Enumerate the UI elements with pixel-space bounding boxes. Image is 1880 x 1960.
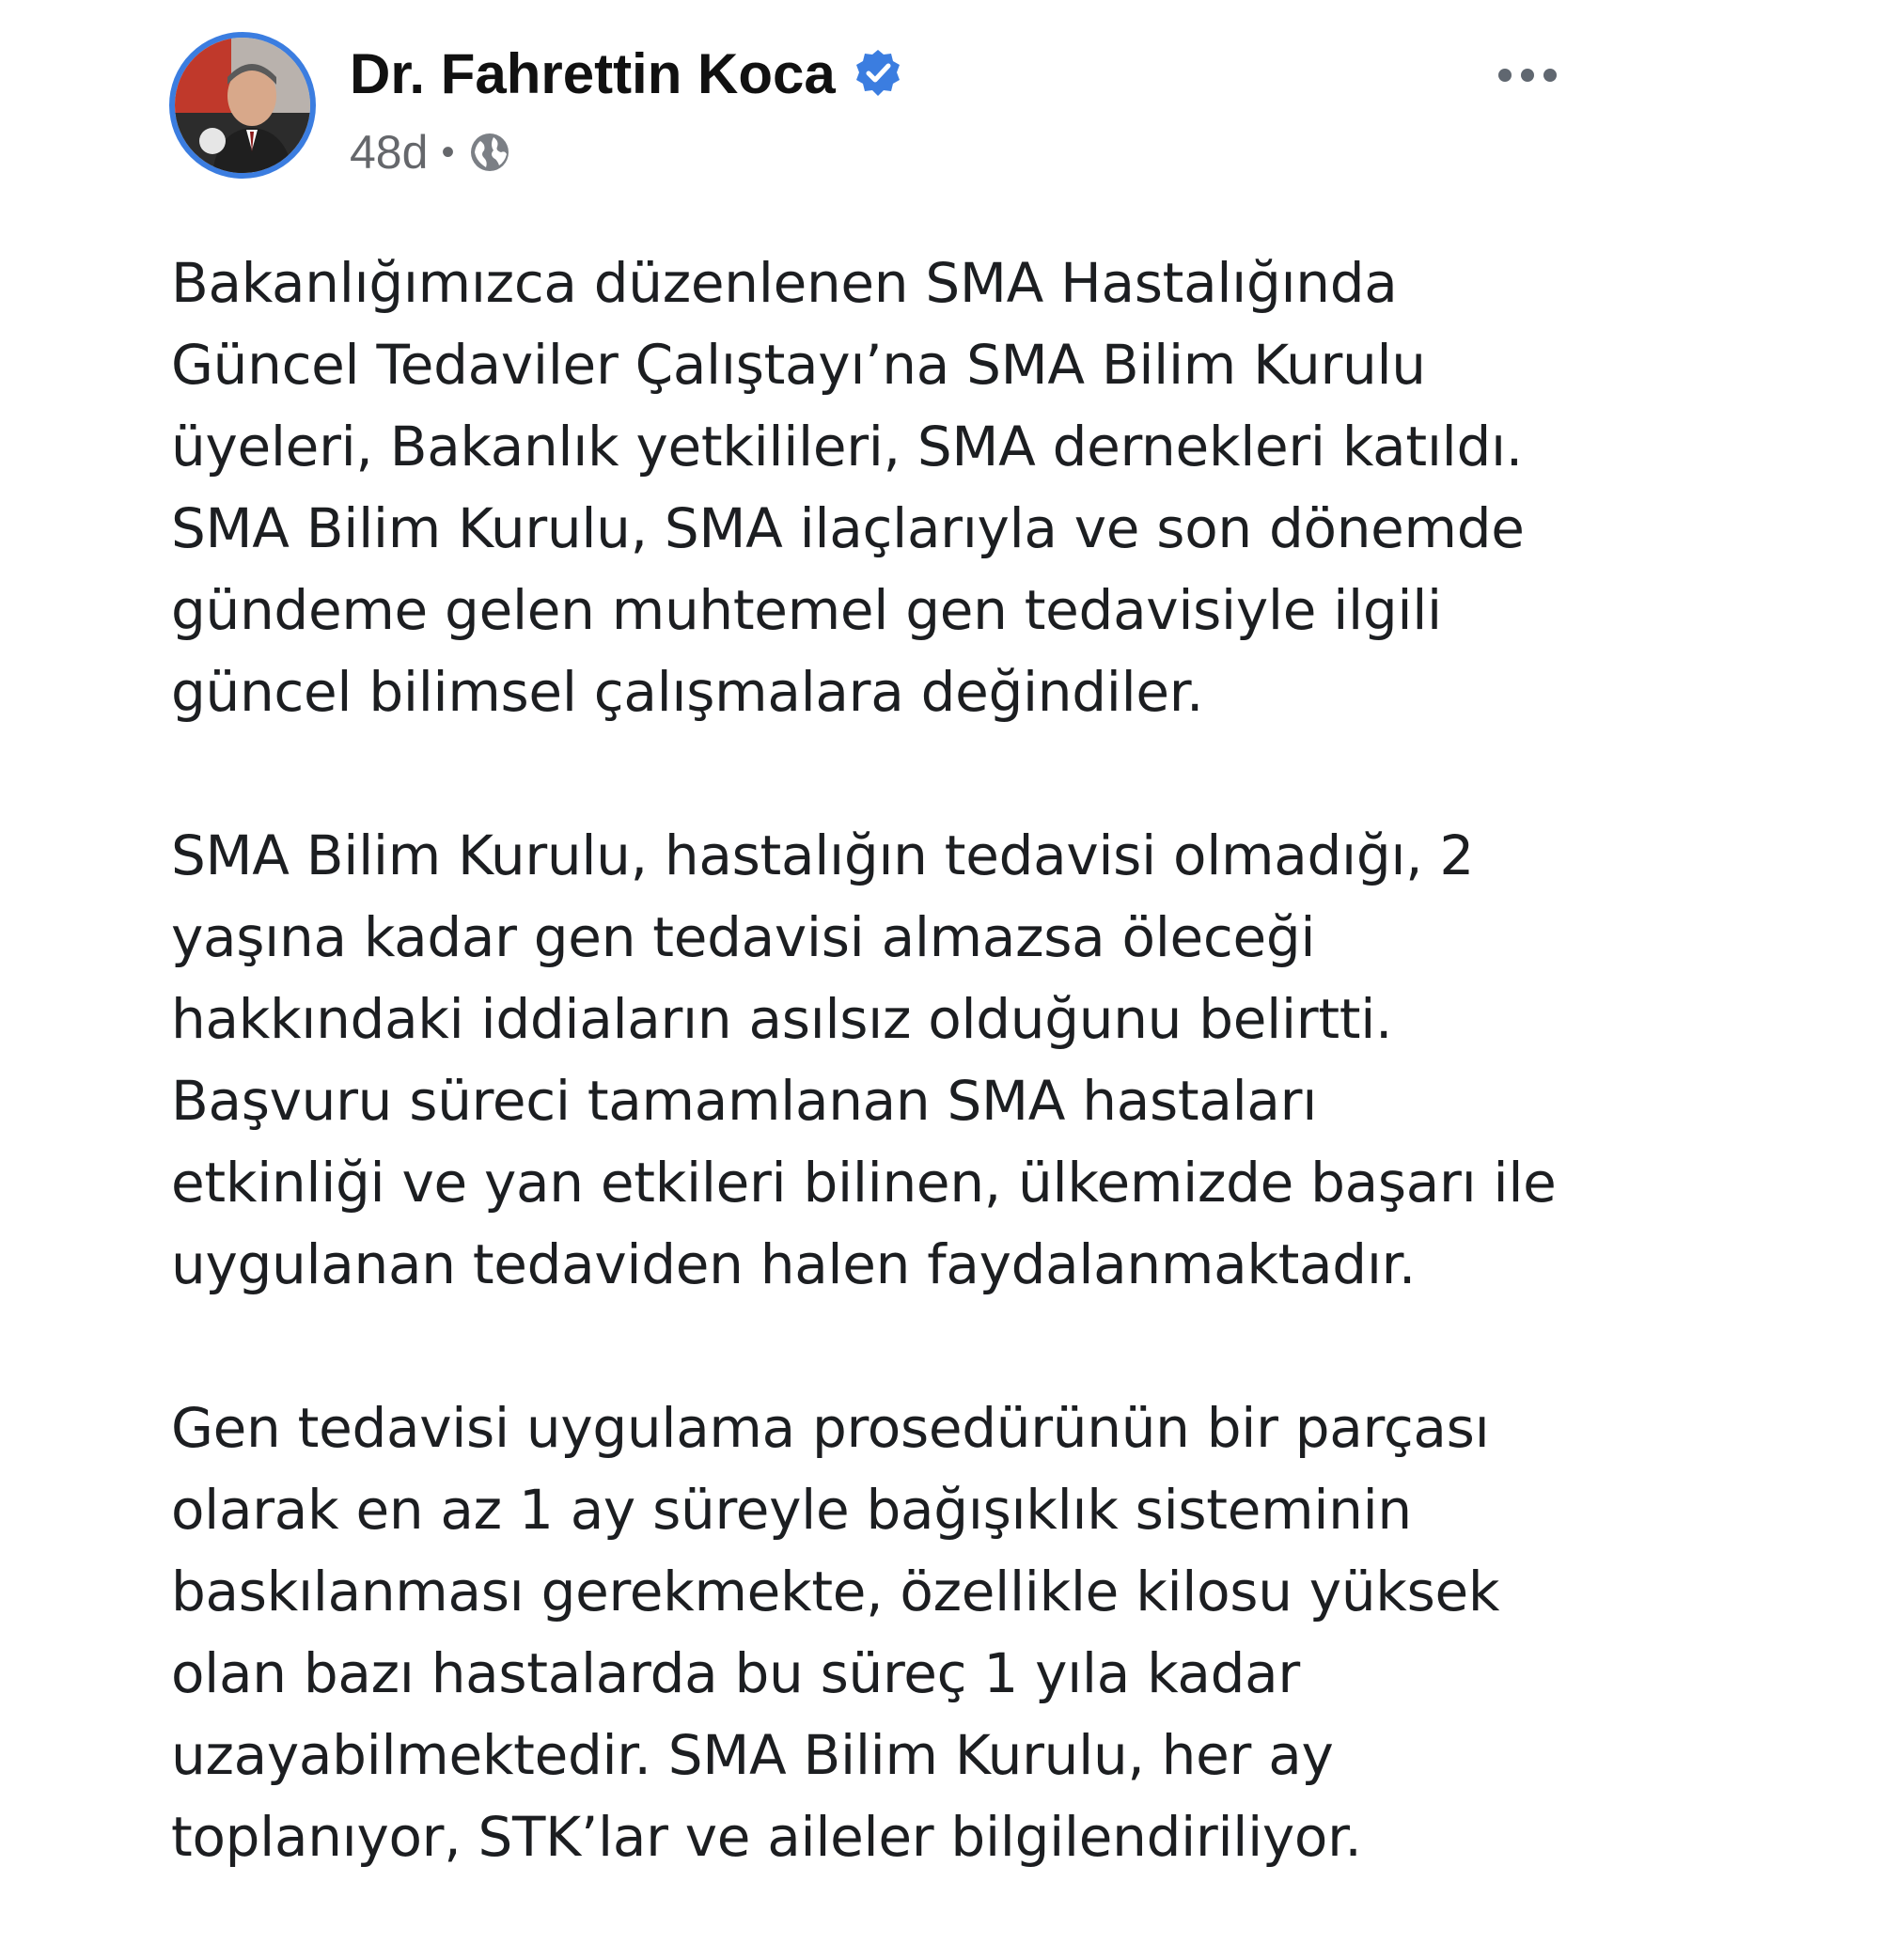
post-header: [169, 28, 1598, 188]
post-timestamp[interactable]: 48d: [350, 126, 429, 179]
globe-icon[interactable]: [467, 130, 512, 175]
author-name[interactable]: Dr. Fahrettin Koca: [350, 41, 836, 105]
post-paragraph-3: Gen tedavisi uygulama prosedürünün bir parçası olarak en az 1 ay süreyle bağışıklık sisteminin baskılanması gerekmekte, özellikle kilosu yüksek olan bazı hastalarda bu süreç 1 yıla kadar uzayabilmektedir. SMA Bilim Kurulu, her ay toplanıyor, STK’lar ve aileler bilgilendiriliyor.: [171, 1396, 1500, 1869]
more-options-button[interactable]: [1476, 47, 1579, 103]
avatar[interactable]: [169, 32, 316, 179]
meta-separator: •: [441, 131, 455, 173]
post-paragraph-1: Bakanlığımızca düzenlenen SMA Hastalığında Güncel Tedaviler Çalıştayı’na SMA Bilim Kurulu üyeleri, Bakanlık yetkilileri, SMA dernekleri katıldı. SMA Bilim Kurulu, SMA ilaçlarıyla ve son dönemde gündeme gelen muhtemel gen tedavisiyle ilgili güncel bilimsel çalışmalara değindiler.: [171, 251, 1525, 724]
more-dot: [1498, 69, 1512, 82]
post-body: [171, 243, 1637, 1960]
verified-badge-icon: [853, 48, 903, 99]
author-row: [350, 36, 903, 111]
more-dot: [1521, 69, 1534, 82]
profile-photo-icon: [175, 38, 310, 173]
post-meta: [350, 122, 512, 182]
more-dot: [1543, 69, 1557, 82]
post-paragraph-2: SMA Bilim Kurulu, hastalığın tedavisi olmadığı, 2 yaşına kadar gen tedavisi almazsa öleceği hakkındaki iddiaların asılsız olduğunu belirtti. Başvuru süreci tamamlanan SMA hastaları etkinliği ve yan etkileri bilinen, ülkemizde başarı ile uygulanan tedaviden halen faydalanmaktadır.: [171, 823, 1557, 1296]
